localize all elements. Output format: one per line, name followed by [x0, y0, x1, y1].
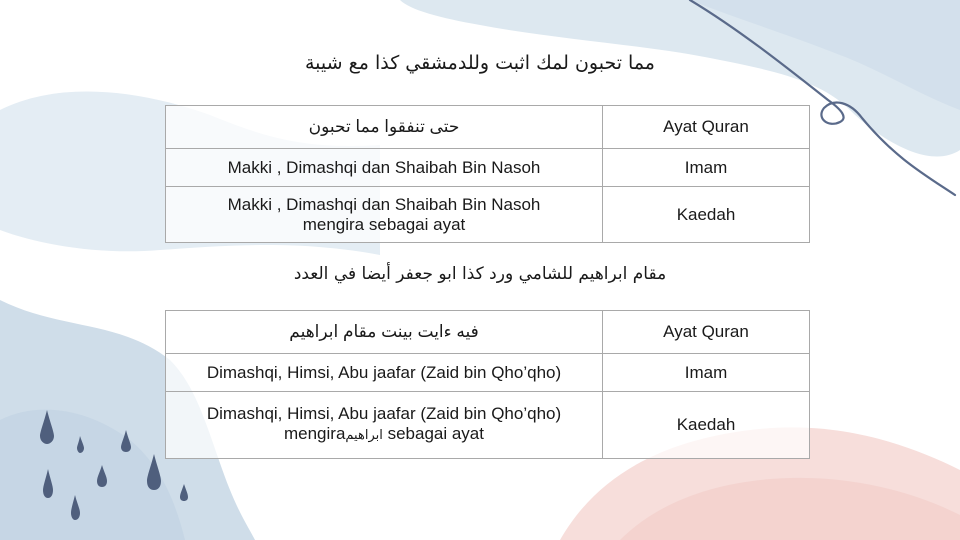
- imam-label: Imam: [603, 149, 810, 187]
- imam-value: Makki , Dimashqi dan Shaibah Bin Nasoh: [166, 149, 603, 187]
- kaedah-value: [166, 187, 603, 243]
- ayat-quran-value: فيه ءايت بينت مقام ابراهيم: [166, 311, 603, 354]
- ayat-quran-value: حتى تنفقوا مما تحبون: [166, 106, 603, 149]
- section-heading-arabic: مقام ابراهيم للشامي ورد كذا ابو جعفر أيضا في العدد: [293, 264, 667, 284]
- table-row: [166, 311, 810, 354]
- qiraat-table-2: [165, 310, 810, 459]
- kaedah-label: Kaedah: [603, 392, 810, 459]
- imam-value: Dimashqi, Himsi, Abu jaafar (Zaid bin Qho’qho): [166, 354, 603, 392]
- kaedah-value-line-2-suffix: sebagai ayat: [382, 424, 484, 443]
- kaedah-value-line-2-prefix: mengira: [283, 424, 346, 443]
- kaedah-value-line-1: Dimashqi, Himsi, Abu jaafar (Zaid bin Qho’qho): [206, 404, 562, 423]
- kaedah-value-line-2-arabic: ابراهيم: [345, 428, 383, 443]
- table-row: [166, 354, 810, 392]
- kaedah-label: Kaedah: [603, 187, 810, 243]
- kaedah-value-line-2: mengira sebagai ayat: [302, 214, 466, 234]
- ayat-quran-label: Ayat Quran: [603, 311, 810, 354]
- kaedah-value: [166, 392, 603, 459]
- table-row: [166, 106, 810, 149]
- slide-heading-arabic: مما تحبون لمك اثبت وللدمشقي كذا مع شيبة: [305, 52, 655, 74]
- imam-label: Imam: [603, 354, 810, 392]
- table-row: [166, 149, 810, 187]
- qiraat-table-1: [165, 105, 810, 243]
- table-row: [166, 392, 810, 459]
- kaedah-value-line-1: Makki , Dimashqi dan Shaibah Bin Nasoh: [227, 194, 541, 214]
- ayat-quran-label: Ayat Quran: [603, 106, 810, 149]
- table-row: [166, 187, 810, 243]
